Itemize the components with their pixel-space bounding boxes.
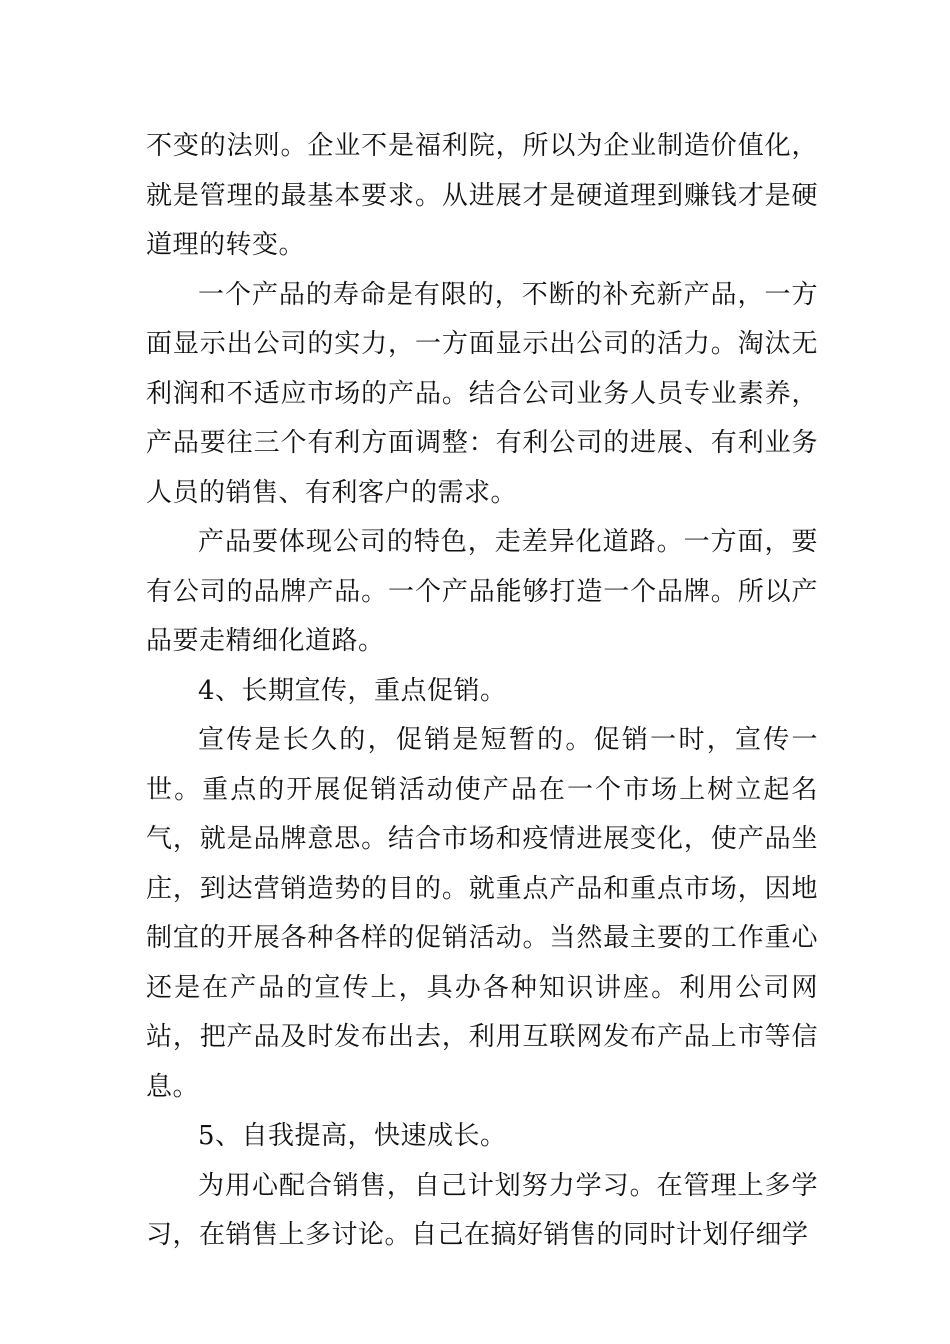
paragraph-self-improvement: 为用心配合销售，自己计划努力学习。在管理上多学习，在销售上多讨论。自己在搞好销售的同时计划仔细学 [146,1170,818,1250]
section-heading-4: 4、长期宣传，重点促销。 [198,675,507,706]
document-body [146,122,818,1261]
paragraph-law-of-profit: 不变的法则。企业不是福利院，所以为企业制造价值化，就是管理的最基本要求。从进展才是硬道理到赚钱才是硬道理的转变。 [146,131,818,260]
section-heading-5: 5、自我提高，快速成长。 [198,1121,507,1151]
paragraph-product-feature: 产品要体现公司的特色，走差异化道路。一方面，要有公司的品牌产品。一个产品能够打造一个品牌。所以产品要走精细化道路。 [146,527,818,656]
paragraph-promotion: 宣传是长久的，促销是短暂的。促销一时，宣传一世。重点的开展促销活动使产品在一个市场上树立起名气，就是品牌意思。结合市场和疫情进展变化，使产品坐庄，到达营销造势的目的。就重点产品和重点市场，因地制宜的开展各种各样的促销活动。当然最主要的工作重心还是在产品的宣传上，具办各种知识讲座。利用公司网站，把产品及时发布出去，利用互联网发布产品上市等信息。 [146,725,818,1102]
paragraph-product-lifecycle: 一个产品的寿命是有限的，不断的补充新产品，一方面显示出公司的实力，一方面显示出公司的活力。淘汰无利润和不适应市场的产品。结合公司业务人员专业素养，产品要往三个有利方面调整：有利公司的进展、有利业务人员的销售、有利客户的需求。 [146,279,818,508]
